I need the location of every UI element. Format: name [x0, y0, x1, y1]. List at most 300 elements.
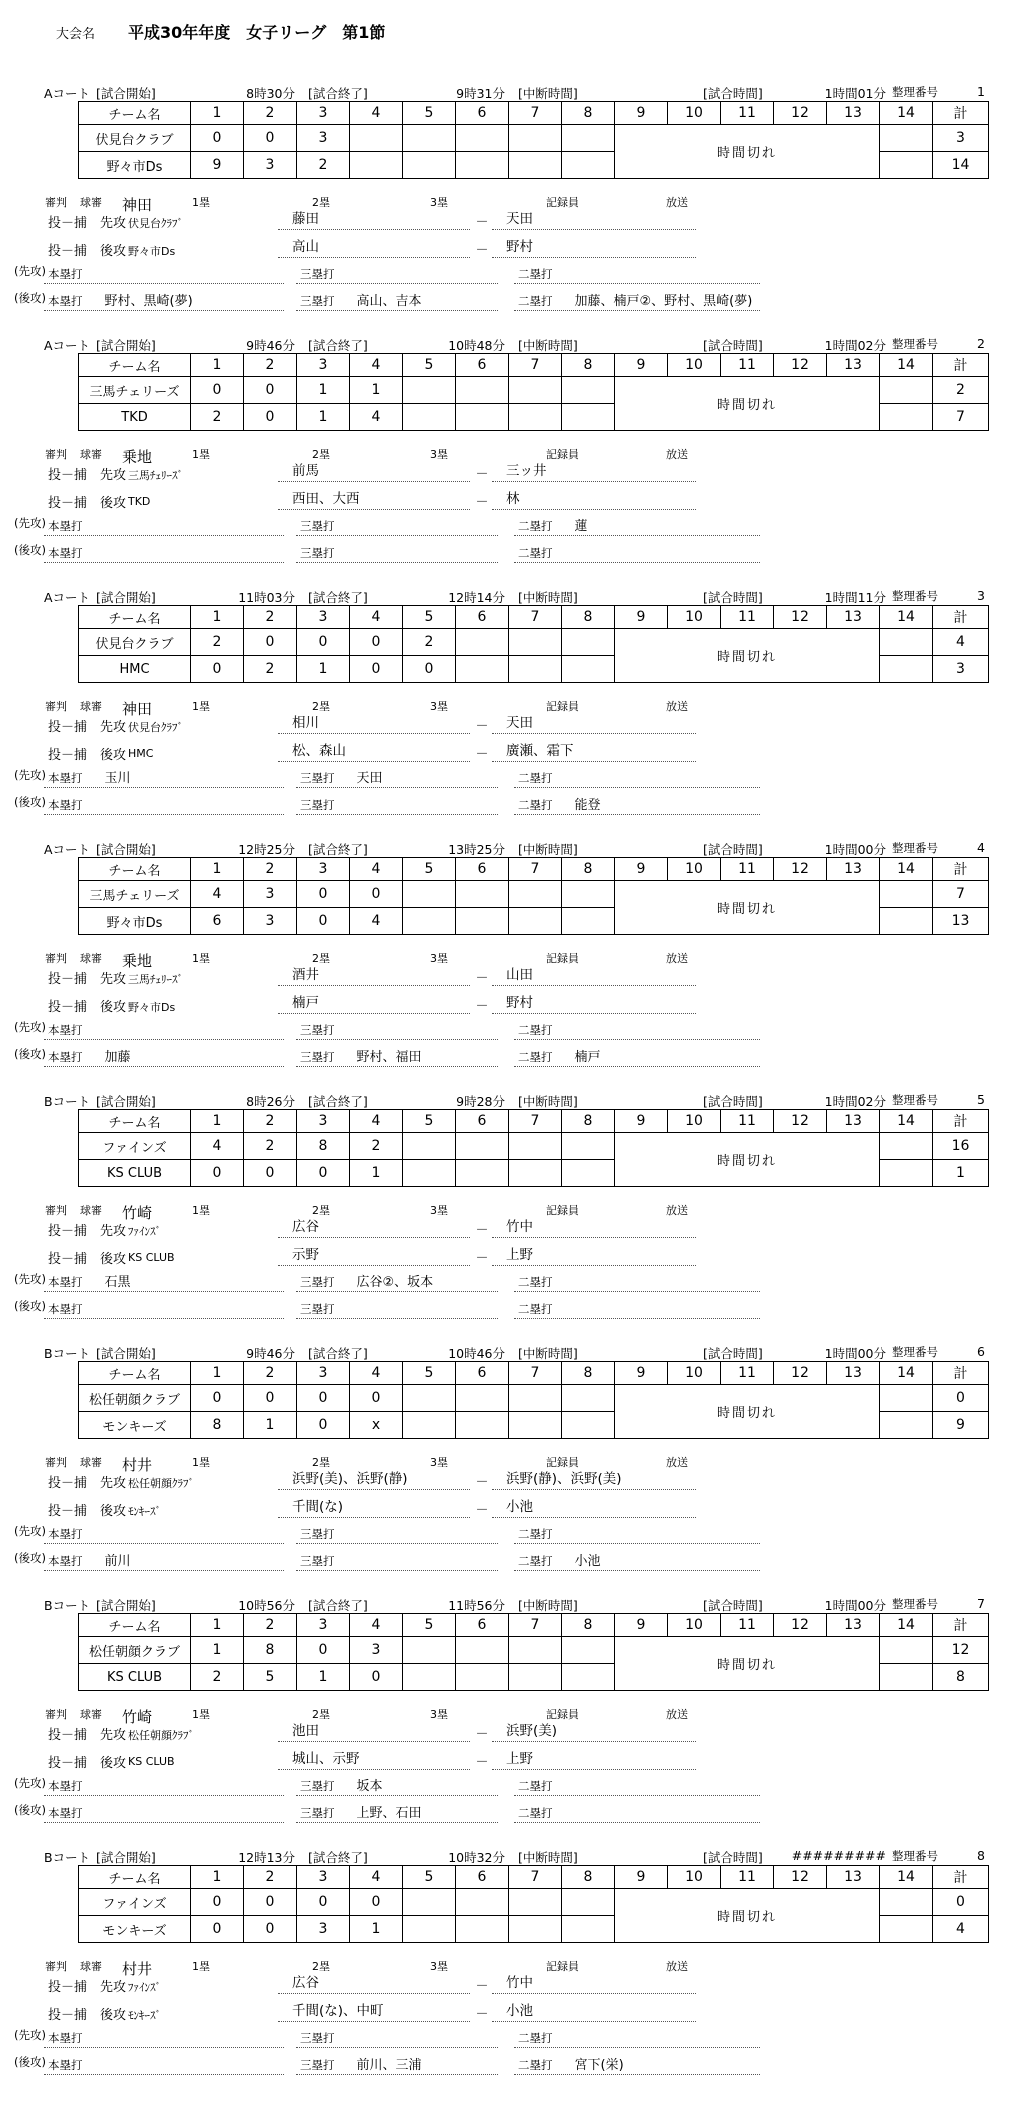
inning-header-cell: 6 — [456, 1614, 509, 1637]
inning-score-cell: 0 — [191, 1916, 244, 1943]
inning-header-cell: 1 — [191, 354, 244, 377]
inning-score-cell: 4 — [350, 404, 403, 431]
inning-score-cell: 0 — [244, 404, 297, 431]
inning-score-cell — [403, 125, 456, 152]
inning-header-cell: 2 — [244, 858, 297, 881]
timeup-cell: 時間切れ — [615, 1637, 880, 1691]
double-value — [553, 1023, 575, 1038]
battery-team-name: TKD — [128, 495, 151, 508]
attack-side-label: 先攻 — [100, 1728, 127, 1743]
inning-14-cell — [880, 1385, 933, 1412]
score-table — [78, 857, 989, 935]
inning-score-cell: 0 — [297, 881, 350, 908]
inning-header-cell: 2 — [244, 1614, 297, 1637]
inning-score-cell — [562, 377, 615, 404]
hits-side-label: (後攻) — [14, 1047, 46, 1061]
hits-row-visitor — [0, 1523, 1024, 1544]
game-start-time: 9時46分 — [246, 338, 295, 353]
game-header-row — [0, 588, 1024, 606]
inning-header-cell: 2 — [244, 606, 297, 629]
double-label: 二塁打 — [518, 1527, 553, 1541]
inning-header-cell: 7 — [509, 1110, 562, 1133]
battery-label: 投－捕 — [48, 1728, 88, 1743]
inning-score-cell: 0 — [191, 125, 244, 152]
catcher-field: 三ッ井 — [492, 460, 696, 482]
battery-dash: － — [475, 1755, 489, 1770]
battery-team-name: 野々市Ds — [128, 245, 176, 258]
inning-score-cell: 9 — [191, 152, 244, 179]
triple-value — [335, 519, 357, 534]
battery-label: 投－捕 — [48, 1000, 88, 1015]
inning-score-cell — [509, 1637, 562, 1664]
total-score-cell: 7 — [933, 881, 989, 908]
triple-value — [335, 1023, 357, 1038]
inning-score-cell — [562, 1133, 615, 1160]
inning-header-cell: 8 — [562, 1110, 615, 1133]
homerun-value — [83, 2031, 105, 2046]
triple-segment — [296, 1298, 498, 1319]
attack-side-label: 後攻 — [100, 1000, 127, 1015]
timeup-cell: 時間切れ — [615, 377, 880, 431]
innings-header-row — [79, 606, 989, 629]
inning-score-cell: 0 — [297, 629, 350, 656]
attack-side-label: 先攻 — [100, 1224, 127, 1239]
inning-header-cell: 11 — [721, 354, 774, 377]
triple-value — [335, 267, 357, 282]
double-value — [553, 771, 575, 786]
inning-14-cell — [880, 908, 933, 935]
homerun-label: 本塁打 — [48, 519, 83, 533]
umpire-label: 審判 — [45, 1960, 67, 1973]
triple-label: 三塁打 — [300, 1554, 335, 1568]
timeup-cell: 時間切れ — [615, 1889, 880, 1943]
second-base-umpire-label: 2塁 — [312, 700, 330, 713]
timeup-cell: 時間切れ — [615, 1133, 880, 1187]
double-segment — [514, 263, 760, 284]
inning-score-cell — [562, 1160, 615, 1187]
inning-header-cell: 14 — [880, 1866, 933, 1889]
inning-header-cell: 10 — [668, 858, 721, 881]
hits-row-home — [0, 1298, 1024, 1319]
attack-side-label: 後攻 — [100, 748, 127, 763]
triple-label: 三塁打 — [300, 519, 335, 533]
inning-score-cell: 2 — [297, 152, 350, 179]
battery-team-name: KS CLUB — [128, 1755, 175, 1768]
third-base-umpire-label: 3塁 — [430, 700, 448, 713]
hits-row-visitor — [0, 2027, 1024, 2048]
battery-row-home — [0, 992, 1024, 1016]
total-score-cell: 8 — [933, 1664, 989, 1691]
inning-score-cell: 4 — [191, 1133, 244, 1160]
homerun-value — [83, 1527, 105, 1542]
inning-header-cell: 12 — [774, 1866, 827, 1889]
double-value: 蓮 — [574, 519, 588, 534]
inning-score-cell — [350, 125, 403, 152]
battery-label: 投－捕 — [48, 496, 88, 511]
game-block — [0, 1848, 1024, 2100]
scorer-label: 記録員 — [546, 448, 579, 461]
inning-header-cell: 4 — [350, 1362, 403, 1385]
inning-score-cell: 0 — [244, 125, 297, 152]
inning-header-cell: 2 — [244, 1866, 297, 1889]
team-row-visitor — [79, 881, 989, 908]
inning-score-cell — [403, 1637, 456, 1664]
inning-header-cell: 3 — [297, 1110, 350, 1133]
innings-header-row — [79, 1866, 989, 1889]
attack-side-label: 後攻 — [100, 1756, 127, 1771]
inning-score-cell: 0 — [244, 1889, 297, 1916]
plate-umpire-label: 球審 — [80, 700, 102, 713]
hits-side-label: (後攻) — [14, 795, 46, 809]
serial-number-label: 整理番号 — [892, 337, 938, 351]
triple-segment — [296, 1802, 498, 1823]
innings-header-row — [79, 1362, 989, 1385]
team-row-visitor — [79, 1385, 989, 1412]
game-end-label: [試合終了] — [308, 86, 368, 101]
team-name-cell: HMC — [79, 656, 191, 683]
inning-score-cell — [509, 1160, 562, 1187]
inning-header-cell: 13 — [827, 102, 880, 125]
inning-14-cell — [880, 656, 933, 683]
attack-side-label: 先攻 — [100, 1980, 127, 1995]
battery-row-home — [0, 740, 1024, 764]
games-list — [0, 84, 1024, 2100]
court-label: Bコート — [44, 1598, 91, 1613]
score-table — [78, 1865, 989, 1943]
game-block — [0, 336, 1024, 588]
homerun-segment — [44, 1271, 284, 1292]
game-end-time: 10時32分 — [448, 1850, 505, 1865]
timeup-cell: 時間切れ — [615, 125, 880, 179]
scorer-label: 記録員 — [546, 700, 579, 713]
broadcast-label: 放送 — [666, 448, 688, 461]
double-label: 二塁打 — [518, 771, 553, 785]
double-segment — [514, 542, 760, 563]
game-end-time: 10時48分 — [448, 338, 505, 353]
catcher-field: 野村 — [492, 992, 696, 1014]
title-row — [0, 20, 1024, 44]
total-header-cell: 計 — [933, 354, 989, 377]
homerun-segment — [44, 2027, 284, 2048]
team-row-visitor — [79, 1889, 989, 1916]
inning-score-cell: 0 — [244, 1160, 297, 1187]
pause-time-label: [中断時間] — [518, 842, 578, 857]
battery-row-home — [0, 1748, 1024, 1772]
team-row-visitor — [79, 377, 989, 404]
inning-header-cell: 5 — [403, 354, 456, 377]
triple-label: 三塁打 — [300, 2058, 335, 2072]
inning-header-cell: 9 — [615, 858, 668, 881]
total-score-cell: 12 — [933, 1637, 989, 1664]
inning-score-cell: 2 — [244, 1133, 297, 1160]
homerun-label: 本塁打 — [48, 1779, 83, 1793]
total-score-cell: 1 — [933, 1160, 989, 1187]
homerun-value — [83, 546, 105, 561]
double-label: 二塁打 — [518, 1779, 553, 1793]
battery-dash: － — [475, 1727, 489, 1742]
inning-header-cell: 12 — [774, 1614, 827, 1637]
inning-score-cell — [456, 377, 509, 404]
homerun-segment — [44, 1046, 284, 1067]
inning-header-cell: 7 — [509, 858, 562, 881]
homerun-value: 加藤 — [104, 1050, 131, 1065]
triple-segment — [296, 1271, 498, 1292]
double-value — [553, 1806, 575, 1821]
catcher-field: 竹中 — [492, 1972, 696, 1994]
inning-header-cell: 6 — [456, 1362, 509, 1385]
triple-label: 三塁打 — [300, 798, 335, 812]
innings-header-row — [79, 102, 989, 125]
court-label: Bコート — [44, 1850, 91, 1865]
game-end-time: 12時14分 — [448, 590, 505, 605]
inning-header-cell: 6 — [456, 354, 509, 377]
inning-score-cell: 0 — [350, 881, 403, 908]
pause-time-label: [中断時間] — [518, 86, 578, 101]
pitcher-field: 城山、示野 — [278, 1748, 470, 1770]
game-end-label: [試合終了] — [308, 1850, 368, 1865]
triple-segment — [296, 542, 498, 563]
inning-score-cell — [456, 1664, 509, 1691]
inning-score-cell: 1 — [191, 1637, 244, 1664]
score-table — [78, 1361, 989, 1439]
game-end-time: 13時25分 — [448, 842, 505, 857]
umpire-label: 審判 — [45, 196, 67, 209]
inning-score-cell — [403, 1664, 456, 1691]
first-base-umpire-label: 1塁 — [192, 196, 210, 209]
battery-row-visitor — [0, 1468, 1024, 1492]
game-time-value: 1時間02分 — [824, 338, 886, 353]
triple-segment — [296, 794, 498, 815]
total-header-cell: 計 — [933, 858, 989, 881]
inning-score-cell: 0 — [403, 656, 456, 683]
attack-side-label: 後攻 — [100, 2008, 127, 2023]
inning-header-cell: 13 — [827, 1110, 880, 1133]
inning-score-cell — [456, 1637, 509, 1664]
inning-score-cell — [562, 404, 615, 431]
inning-score-cell: 1 — [297, 404, 350, 431]
inning-header-cell: 12 — [774, 102, 827, 125]
umpire-label: 審判 — [45, 1204, 67, 1217]
inning-header-cell: 13 — [827, 1614, 880, 1637]
inning-score-cell: 0 — [191, 1889, 244, 1916]
homerun-label: 本塁打 — [48, 1050, 83, 1064]
third-base-umpire-label: 3塁 — [430, 196, 448, 209]
plate-umpire-label: 球審 — [80, 1960, 102, 1973]
attack-side-label: 先攻 — [100, 972, 127, 987]
triple-segment — [296, 2027, 498, 2048]
inning-header-cell: 6 — [456, 606, 509, 629]
inning-header-cell: 7 — [509, 1362, 562, 1385]
inning-score-cell: 8 — [244, 1637, 297, 1664]
battery-dash: － — [475, 2007, 489, 2022]
homerun-segment — [44, 1802, 284, 1823]
battery-team-name: 伏見台ｸﾗﾌﾞ — [128, 721, 183, 734]
team-name-header: チーム名 — [79, 1866, 191, 1889]
battery-label: 投－捕 — [48, 468, 88, 483]
scorer-label: 記録員 — [546, 196, 579, 209]
double-value: 加藤、楠戸②、野村、黒崎(夢) — [574, 294, 753, 309]
pause-time-label: [中断時間] — [518, 590, 578, 605]
second-base-umpire-label: 2塁 — [312, 448, 330, 461]
game-time-value: 1時間11分 — [824, 590, 886, 605]
double-segment — [514, 2054, 760, 2075]
serial-number-value: 5 — [977, 1092, 985, 1107]
inning-score-cell — [403, 1133, 456, 1160]
battery-row-home — [0, 488, 1024, 512]
battery-row-home — [0, 1496, 1024, 1520]
total-header-cell: 計 — [933, 1362, 989, 1385]
game-end-label: [試合終了] — [308, 1346, 368, 1361]
plate-umpire-name: 乗地 — [122, 952, 153, 970]
first-base-umpire-label: 1塁 — [192, 1456, 210, 1469]
innings-header-row — [79, 1110, 989, 1133]
game-header-row — [0, 336, 1024, 354]
triple-label: 三塁打 — [300, 1779, 335, 1793]
inning-header-cell: 5 — [403, 1110, 456, 1133]
pitcher-field: 高山 — [278, 236, 470, 258]
first-base-umpire-label: 1塁 — [192, 1204, 210, 1217]
serial-number-value: 4 — [977, 840, 985, 855]
attack-side-label: 後攻 — [100, 496, 127, 511]
pitcher-field: 西田、大西 — [278, 488, 470, 510]
inning-score-cell — [403, 1385, 456, 1412]
catcher-field: 浜野(美) — [492, 1720, 696, 1742]
hits-row-home — [0, 1046, 1024, 1067]
inning-header-cell: 7 — [509, 1866, 562, 1889]
double-segment — [514, 1271, 760, 1292]
catcher-field: 浜野(静)、浜野(美) — [492, 1468, 696, 1490]
team-name-header: チーム名 — [79, 858, 191, 881]
double-segment — [514, 1550, 760, 1571]
hits-row-visitor — [0, 1775, 1024, 1796]
game-time-value: 1時間01分 — [824, 86, 886, 101]
innings-header-row — [79, 858, 989, 881]
plate-umpire-name: 竹崎 — [122, 1204, 153, 1222]
inning-score-cell — [562, 656, 615, 683]
pitcher-field: 広谷 — [278, 1216, 470, 1238]
catcher-field: 小池 — [492, 1496, 696, 1518]
battery-label: 投－捕 — [48, 1476, 88, 1491]
pause-time-label: [中断時間] — [518, 1598, 578, 1613]
second-base-umpire-label: 2塁 — [312, 1456, 330, 1469]
triple-label: 三塁打 — [300, 1806, 335, 1820]
inning-header-cell: 9 — [615, 1362, 668, 1385]
plate-umpire-label: 球審 — [80, 448, 102, 461]
inning-header-cell: 7 — [509, 354, 562, 377]
inning-header-cell: 6 — [456, 1110, 509, 1133]
inning-header-cell: 14 — [880, 606, 933, 629]
inning-score-cell: 0 — [297, 1889, 350, 1916]
double-label: 二塁打 — [518, 2058, 553, 2072]
inning-score-cell: 0 — [350, 1889, 403, 1916]
team-name-cell: 三馬チェリーズ — [79, 881, 191, 908]
inning-header-cell: 13 — [827, 1362, 880, 1385]
battery-dash: － — [475, 971, 489, 986]
battery-label: 投－捕 — [48, 972, 88, 987]
battery-team-name: ﾓﾝｷｰｽﾞ — [128, 2009, 161, 2022]
battery-row-visitor — [0, 460, 1024, 484]
inning-score-cell: 0 — [244, 629, 297, 656]
court-label: Bコート — [44, 1346, 91, 1361]
team-name-cell: モンキーズ — [79, 1412, 191, 1439]
inning-header-cell: 3 — [297, 102, 350, 125]
second-base-umpire-label: 2塁 — [312, 1204, 330, 1217]
inning-score-cell — [403, 1916, 456, 1943]
inning-header-cell: 5 — [403, 606, 456, 629]
inning-score-cell — [562, 1664, 615, 1691]
homerun-label: 本塁打 — [48, 2031, 83, 2045]
hits-row-visitor — [0, 767, 1024, 788]
triple-value — [335, 1527, 357, 1542]
inning-header-cell: 11 — [721, 102, 774, 125]
total-score-cell: 9 — [933, 1412, 989, 1439]
inning-header-cell: 12 — [774, 858, 827, 881]
double-value — [553, 1527, 575, 1542]
triple-segment — [296, 1550, 498, 1571]
triple-segment — [296, 1523, 498, 1544]
inning-score-cell — [509, 881, 562, 908]
total-score-cell: 4 — [933, 1916, 989, 1943]
inning-header-cell: 4 — [350, 858, 403, 881]
tournament-name-label: 大会名 — [56, 27, 96, 42]
homerun-value — [83, 1023, 105, 1038]
scorer-label: 記録員 — [546, 1960, 579, 1973]
second-base-umpire-label: 2塁 — [312, 1708, 330, 1721]
serial-number-value: 8 — [977, 1848, 985, 1863]
battery-dash: － — [475, 1251, 489, 1266]
battery-label: 投－捕 — [48, 720, 88, 735]
game-start-time: 11時03分 — [238, 590, 295, 605]
game-end-time: 9時28分 — [456, 1094, 505, 1109]
total-score-cell: 7 — [933, 404, 989, 431]
inning-score-cell — [562, 908, 615, 935]
hits-side-label: (先攻) — [14, 2028, 46, 2042]
game-end-label: [試合終了] — [308, 842, 368, 857]
battery-team-name: ﾌｧｲﾝｽﾞ — [128, 1225, 161, 1238]
inning-header-cell: 12 — [774, 1362, 827, 1385]
team-name-cell: モンキーズ — [79, 1916, 191, 1943]
inning-score-cell — [562, 1889, 615, 1916]
total-score-cell: 0 — [933, 1889, 989, 1916]
inning-header-cell: 10 — [668, 1866, 721, 1889]
homerun-label: 本塁打 — [48, 1554, 83, 1568]
inning-score-cell: 5 — [244, 1664, 297, 1691]
inning-14-cell — [880, 629, 933, 656]
triple-segment — [296, 290, 498, 311]
inning-score-cell: 6 — [191, 908, 244, 935]
pitcher-field: 広谷 — [278, 1972, 470, 1994]
third-base-umpire-label: 3塁 — [430, 1204, 448, 1217]
catcher-field: 上野 — [492, 1244, 696, 1266]
inning-score-cell — [456, 152, 509, 179]
inning-score-cell: 2 — [191, 629, 244, 656]
serial-number-value: 2 — [977, 336, 985, 351]
game-start-time: 9時46分 — [246, 1346, 295, 1361]
hits-row-home — [0, 1802, 1024, 1823]
inning-score-cell — [456, 404, 509, 431]
inning-14-cell — [880, 152, 933, 179]
inning-header-cell: 1 — [191, 1362, 244, 1385]
inning-header-cell: 8 — [562, 1362, 615, 1385]
double-segment — [514, 1775, 760, 1796]
game-start-label: [試合開始] — [96, 338, 156, 353]
serial-number-value: 3 — [977, 588, 985, 603]
inning-score-cell: 4 — [350, 908, 403, 935]
serial-number-label: 整理番号 — [892, 841, 938, 855]
inning-score-cell — [509, 908, 562, 935]
inning-score-cell — [456, 881, 509, 908]
inning-header-cell: 11 — [721, 606, 774, 629]
